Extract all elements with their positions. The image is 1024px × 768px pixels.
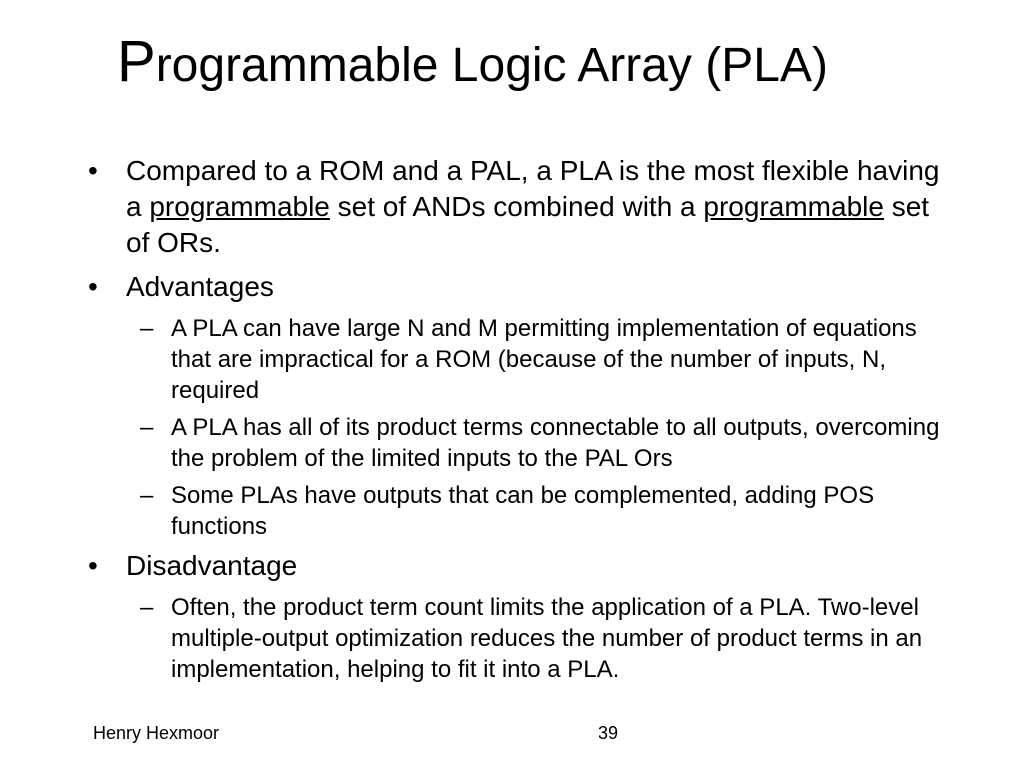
- title-first-letter: P: [117, 29, 156, 94]
- bullet-text: Disadvantage: [126, 550, 298, 581]
- bullet-text-part: set of ORs.: [126, 191, 930, 258]
- bullet-item-advantages: [80, 269, 960, 305]
- footer-page-number: 39: [598, 723, 619, 743]
- sub-item-large-n-m: [80, 313, 960, 406]
- sub-text: A PLA has all of its product terms connectable to all outputs, overcoming the problem of the limited inputs to the PAL Ors: [171, 414, 940, 472]
- sub-item-complemented: [80, 480, 960, 542]
- dash-icon: –: [140, 414, 154, 441]
- sub-text: Often, the product term count limits the application of a PLA. Two-level multiple-output optimization reduces the number of product terms in an implementation, helping to fit it into a PLA.: [171, 594, 923, 683]
- bullet-item-disadvantage: [80, 548, 960, 584]
- underlined-term: programmable: [703, 191, 884, 222]
- sub-text: Some PLAs have outputs that can be complemented, adding POS functions: [171, 482, 875, 540]
- footer-author: Henry Hexmoor: [93, 723, 220, 743]
- bullet-text-part: Compared to a ROM and a PAL, a PLA is the most flexible having a: [126, 155, 940, 222]
- dash-icon: –: [140, 594, 154, 621]
- slide-title: [117, 29, 828, 94]
- slide-body: [80, 153, 960, 691]
- dash-icon: –: [140, 315, 154, 342]
- bullet-icon: •: [88, 155, 98, 186]
- underlined-term: programmable: [149, 191, 330, 222]
- dash-icon: –: [140, 482, 154, 509]
- bullet-text-part: set of ANDs combined with a: [329, 191, 704, 222]
- sub-item-product-terms: [80, 412, 960, 474]
- sub-item-term-count: [80, 592, 960, 685]
- bullet-text: Advantages: [126, 271, 274, 302]
- bullet-icon: •: [88, 271, 98, 302]
- title-rest: rogrammable Logic Array (PLA): [155, 39, 828, 92]
- bullet-icon: •: [88, 550, 98, 581]
- sub-text: A PLA can have large N and M permitting implementation of equations that are impractical for a ROM (because of the number of inputs, N, required: [171, 315, 917, 404]
- bullet-item-compared: [80, 153, 960, 261]
